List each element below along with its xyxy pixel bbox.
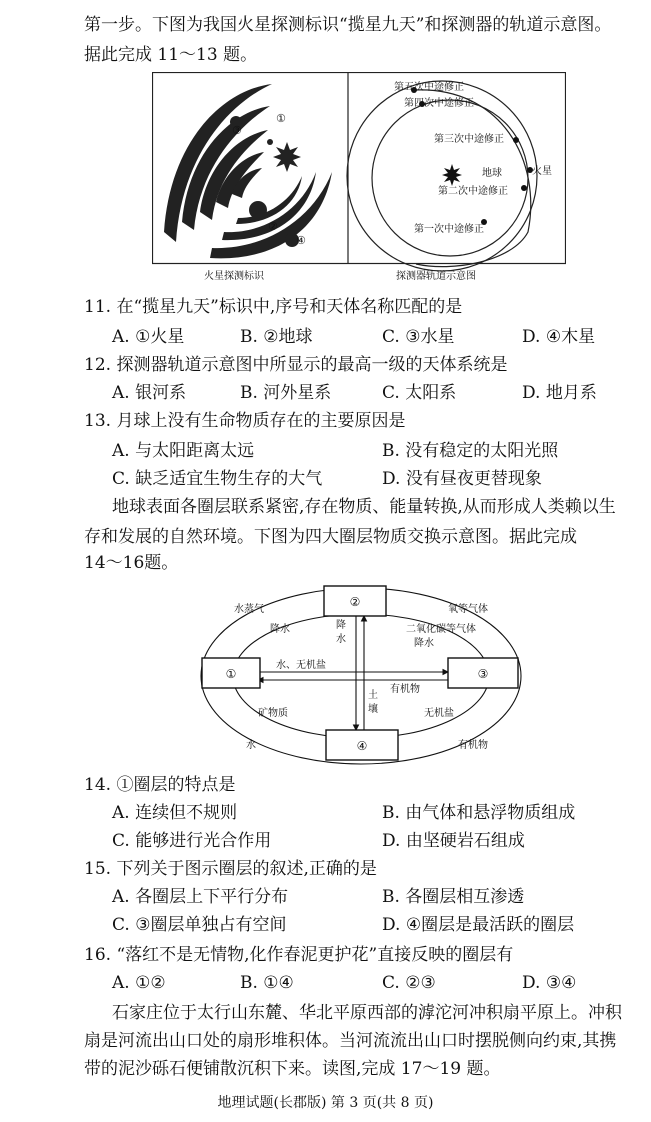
q15-option-c: C. ③圈层单独占有空间 [112, 915, 287, 935]
intro-line: 带的泥沙砾石便铺散沉积下来。读图,完成 17～19 题。 [84, 1059, 501, 1079]
intro-line: 石家庄位于太行山东麓、华北平原西部的滹沱河冲积扇平原上。冲积 [112, 1003, 622, 1023]
intro-line: 第一步。下图为我国火星探测标识“揽星九天”和探测器的轨道示意图。 [84, 15, 612, 35]
question-12: 12. 探测器轨道示意图中所显示的最高一级的天体系统是 [84, 355, 508, 375]
intro-line: 扇是河流出山口处的扇形堆积体。当河流流出山口时摆脱侧向约束,其携 [84, 1031, 617, 1051]
label-rain-right: 降水 [414, 638, 434, 649]
label-organic-bottom: 有机物 [458, 740, 488, 751]
label-minerals: 矿物质 [258, 708, 288, 719]
q14-option-b: B. 由气体和悬浮物质组成 [382, 803, 576, 823]
label-earth: 地球 [482, 168, 502, 179]
label-c2: 第二次中途修正 [438, 186, 508, 197]
q14-option-c: C. 能够进行光合作用 [112, 831, 272, 851]
label-gas: 氧等气体 [448, 604, 488, 615]
label-rain-center-2: 水 [336, 634, 346, 645]
label-c3: 第三次中途修正 [434, 134, 504, 145]
box-label-3: ③ [477, 667, 489, 681]
q16-option-b: B. ①④ [240, 973, 294, 993]
label-soil-2: 壤 [368, 704, 378, 715]
q14-option-d: D. 由坚硬岩石组成 [382, 831, 525, 851]
label-water-salt: 水、无机盐 [276, 660, 326, 671]
question-14: 14. ①圈层的特点是 [84, 775, 236, 795]
q16-option-a: A. ①② [112, 973, 166, 993]
q11-option-c: C. ③水星 [382, 327, 455, 347]
label-c1: 第一次中途修正 [414, 224, 484, 235]
label-soil: 土 [368, 690, 378, 701]
question-15: 15. 下列关于图示圈层的叙述,正确的是 [84, 859, 377, 879]
q13-option-d: D. 没有昼夜更替现象 [382, 469, 542, 489]
q11-option-b: B. ②地球 [240, 327, 313, 347]
question-11: 11. 在“揽星九天”标识中,序号和天体名称匹配的是 [84, 297, 463, 317]
q14-option-a: A. 连续但不规则 [112, 803, 238, 823]
intro-line: 14～16题。 [84, 553, 179, 573]
label-vapor: 水蒸气 [234, 604, 264, 615]
marker-2: ② [268, 220, 278, 233]
question-16: 16. “落红不是无情物,化作春泥更护花”直接反映的圈层有 [84, 945, 514, 965]
page-footer: 地理试题(长郡版) 第 3 页(共 8 页) [217, 1095, 434, 1111]
figure-2 [196, 580, 526, 770]
q11-option-a: A. ①火星 [112, 327, 185, 347]
label-mars: 火星 [532, 166, 552, 177]
intro-line: 存和发展的自然环境。下图为四大圈层物质交换示意图。据此完成 [84, 527, 577, 547]
box-label-1: ① [225, 667, 237, 681]
q16-option-c: C. ②③ [382, 973, 436, 993]
q12-option-b: B. 河外星系 [240, 383, 332, 403]
q12-option-a: A. 银河系 [112, 383, 187, 403]
caption-left: 火星探测标识 [204, 271, 264, 282]
q12-option-c: C. 太阳系 [382, 383, 457, 403]
question-13: 13. 月球上没有生命物质存在的主要原因是 [84, 411, 406, 431]
q16-option-d: D. ③④ [522, 973, 577, 993]
label-inorganic-salt: 无机盐 [424, 708, 454, 719]
label-c5: 第五次中途修正 [394, 82, 464, 93]
sun-icon [442, 164, 462, 186]
box-label-2: ② [349, 595, 361, 609]
q15-option-d: D. ④圈层是最活跃的圈层 [382, 915, 575, 935]
marker-4: ④ [296, 234, 306, 247]
marker-3: ③ [232, 124, 242, 137]
probe-orbit-diagram [347, 81, 537, 271]
label-organic-center: 有机物 [390, 684, 420, 695]
label-water-bottom: 水 [246, 740, 256, 751]
q13-option-a: A. 与太阳距离太远 [112, 441, 255, 461]
q15-option-b: B. 各圈层相互渗透 [382, 887, 525, 907]
label-rain-center: 降 [336, 620, 346, 631]
box-label-4: ④ [356, 739, 368, 753]
figure-1 [152, 72, 566, 288]
q15-option-a: A. 各圈层上下平行分布 [112, 887, 289, 907]
intro-line: 据此完成 11～13 题。 [84, 45, 258, 65]
q12-option-d: D. 地月系 [522, 383, 597, 403]
marker-1: ① [276, 112, 286, 125]
label-co2: 二氧化碳等气体 [406, 624, 476, 635]
q13-option-b: B. 没有稳定的太阳光照 [382, 441, 559, 461]
intro-line: 地球表面各圈层联系紧密,存在物质、能量转换,从而形成人类赖以生 [112, 497, 616, 517]
label-rain-left: 降水 [270, 624, 290, 635]
caption-right: 探测器轨道示意图 [396, 271, 476, 282]
q13-option-c: C. 缺乏适宜生物生存的大气 [112, 469, 323, 489]
mars-exploration-logo [164, 84, 332, 258]
label-c4: 第四次中途修正 [404, 98, 474, 109]
q11-option-d: D. ④木星 [522, 327, 596, 347]
sun-icon [273, 142, 301, 172]
